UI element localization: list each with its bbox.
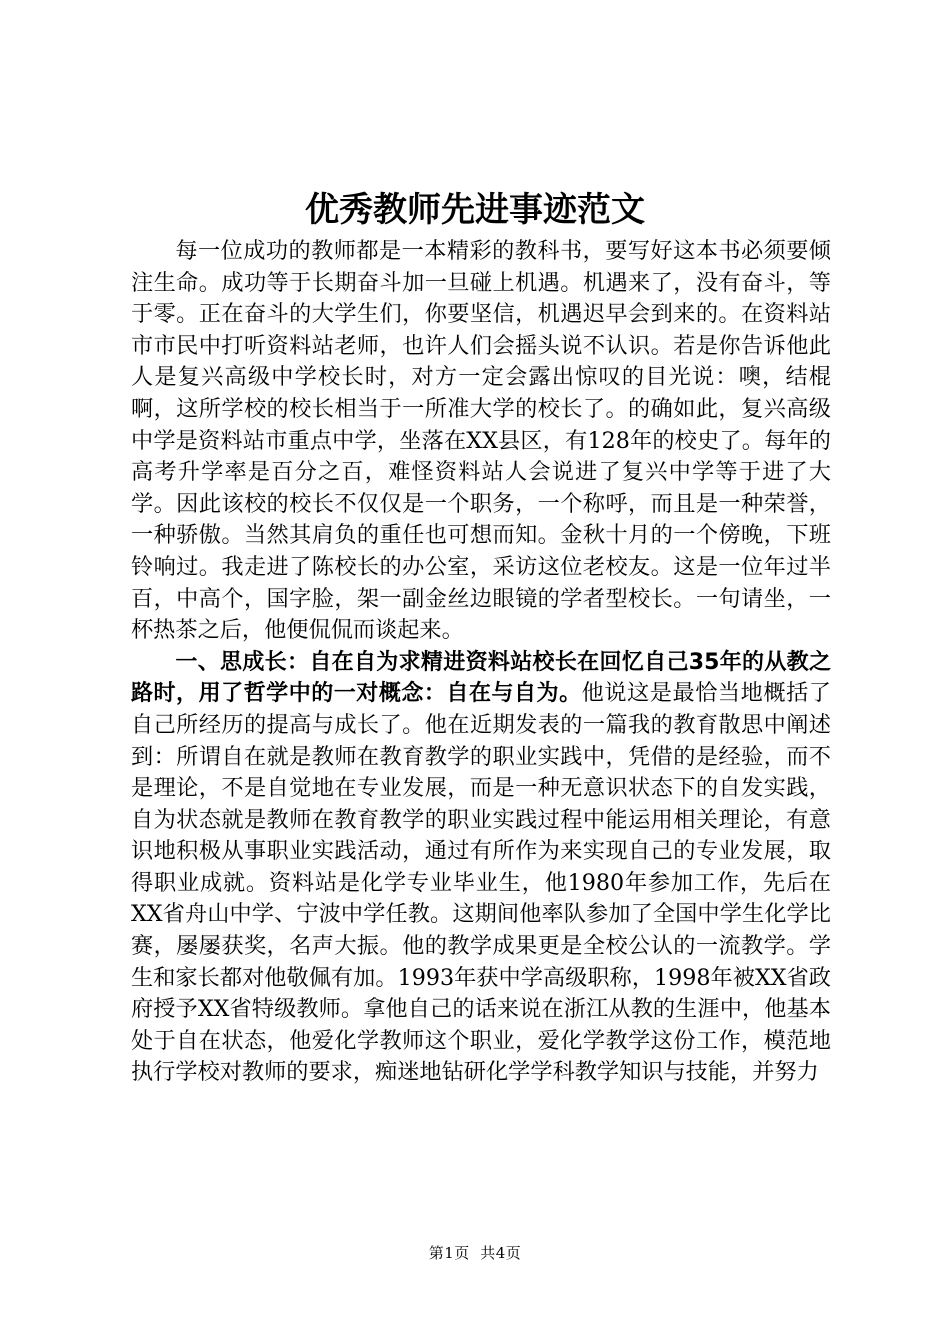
section-one-text: 他说这是最恰当地概括了自己所经历的提高与成长了。他在近期发表的一篇我的教育散思中阐述到：所谓自在就是教师在教育教学的职业实践中，凭借的是经验，而不是理论，不是自觉地在专业发展，而是一种无意识状态下的自发实践，自为状态就是教师在教育教学的职业实践过程中能运用相关理论，有意识地积极从事职业实践活动，通过有所作为来实现自己的专业发展，取得职业成就。资料站是化学专业毕业生，他1980年参加工作，先后在XX省舟山中学、宁波中学任教。这期间他率队参加了全国中学生化学比赛，屡屡获奖，名声大振。他的教学成果更是全校公认的一流教学。学生和家长都对他敬佩有加。1993年获中学高级职称，1998年被XX省政府授予XX省特级教师。拿他自己的话来说在浙江从教的生涯中，他基本处于自在状态，他爱化学教师这个职业，爱化学教学这份工作，模范地执行学校对教师的要求，痴迷地钻研化学学科教学知识与技能，并努力 xyxy=(131,680,831,1086)
page-footer xyxy=(0,1243,950,1263)
paragraph-intro: 每一位成功的教师都是一本精彩的教科书，要写好这本书必须要倾注生命。成功等于长期奋斗加一旦碰上机遇。机遇来了，没有奋斗，等于零。正在奋斗的大学生们，你要坚信，机遇迟早会到来的。在资料站市市民中打听资料站老师，也许人们会摇头说不认识。若是你告诉他此人是复兴高级中学校长时，对方一定会露出惊叹的目光说：噢，结棍啊，这所学校的校长相当于一所准大学的校长了。的确如此，复兴高级中学是资料站市重点中学，坐落在XX县区，有128年的校史了。每年的高考升学率是百分之百，难怪资料站人会说进了复兴中学等于进了大学。因此该校的校长不仅仅是一个职务，一个称呼，而且是一种荣誉，一种骄傲。当然其肩负的重任也可想而知。金秋十月的一个傍晚，下班铃响过。我走进了陈校长的办公室，采访这位老校友。这是一位年过半百，中高个，国字脸，架一副金丝边眼镜的学者型校长。一句请坐，一杯热茶之后，他便侃侃而谈起来。 xyxy=(131,238,831,644)
document-title: 优秀教师先进事迹范文 xyxy=(305,190,645,230)
page-number-label: 第1页 共4页 xyxy=(428,1244,522,1262)
section-one-heading: 一、思成长：自在自为求精进资料站校长在回忆自己35年的从教之路时，用了哲学中的一对概念：自在与自为。 xyxy=(131,649,831,707)
paragraph-section-one xyxy=(131,647,831,1089)
document-body xyxy=(131,236,831,1089)
